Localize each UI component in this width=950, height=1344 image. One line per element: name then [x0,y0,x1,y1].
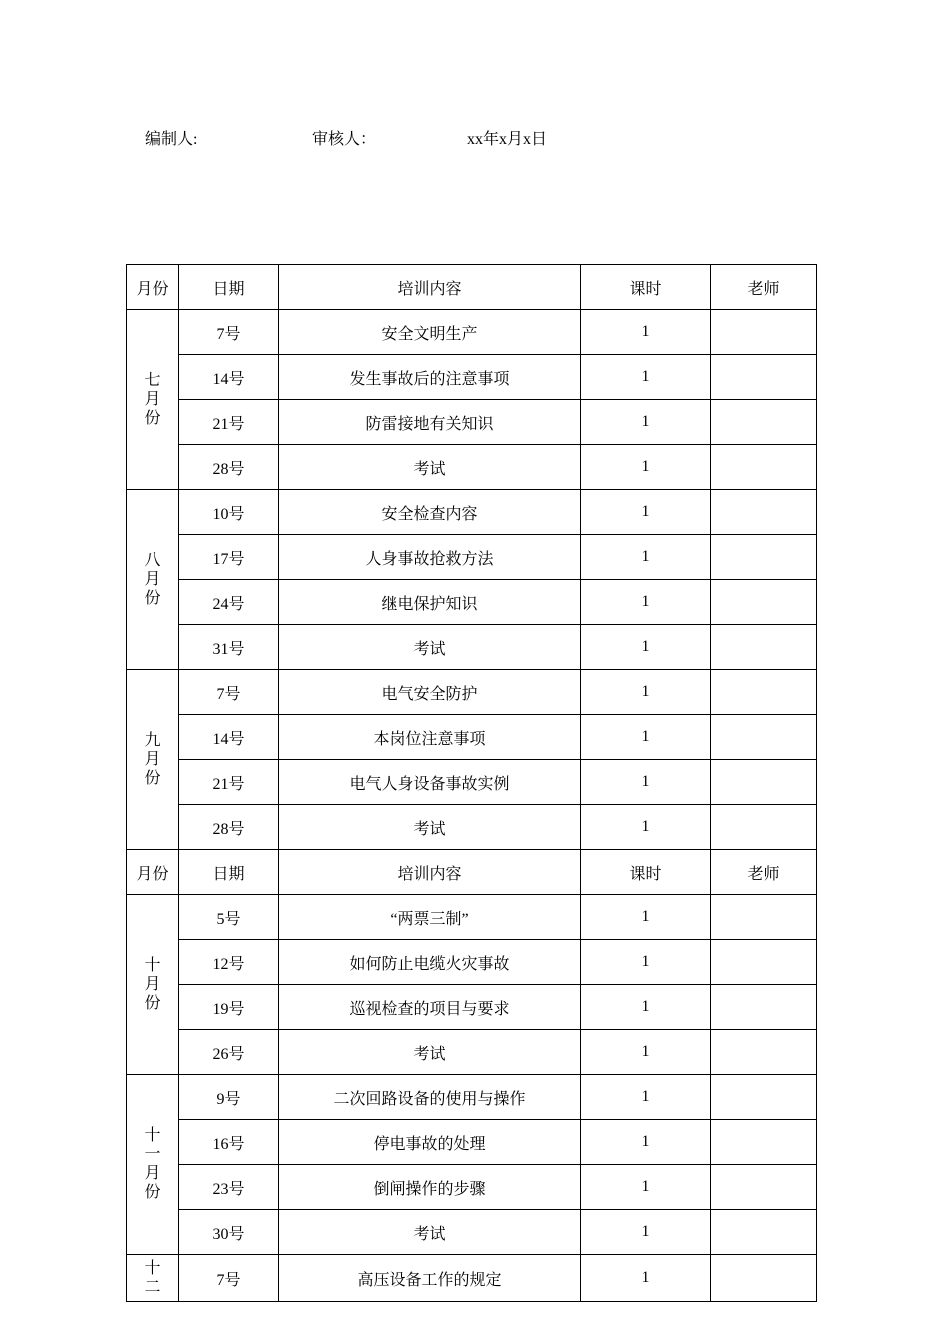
content-cell: 继电保护知识 [279,580,581,625]
teacher-cell [711,1075,817,1120]
header-month: 月份 [127,265,179,310]
date-cell: 14号 [179,355,279,400]
month-cell [127,490,179,670]
header-content: 培训内容 [279,850,581,895]
month-name: 十月份 [144,956,161,1012]
hours-cell: 1 [581,1120,711,1165]
teacher-cell [711,625,817,670]
hours-cell: 1 [581,715,711,760]
teacher-cell [711,445,817,490]
date-text: xx年x月x日 [467,131,548,148]
table-row [127,1120,817,1165]
hours-cell: 1 [581,490,711,535]
date-cell: 5号 [179,895,279,940]
date-cell: 28号 [179,445,279,490]
content-cell: 安全文明生产 [279,310,581,355]
content-cell: 二次回路设备的使用与操作 [279,1075,581,1120]
header-date: 日期 [179,265,279,310]
table-row [127,985,817,1030]
month-cell [127,1255,179,1302]
hours-cell: 1 [581,400,711,445]
hours-cell: 1 [581,310,711,355]
table-row [127,805,817,850]
table-row [127,535,817,580]
hours-cell: 1 [581,760,711,805]
hours-cell: 1 [581,985,711,1030]
date-cell: 21号 [179,400,279,445]
date-cell: 26号 [179,1030,279,1075]
hours-cell: 1 [581,445,711,490]
teacher-cell [711,490,817,535]
content-cell: 发生事故后的注意事项 [279,355,581,400]
date-cell: 31号 [179,625,279,670]
table-row [127,625,817,670]
hours-cell: 1 [581,940,711,985]
teacher-cell [711,715,817,760]
table-row [127,355,817,400]
hours-cell: 1 [581,1210,711,1255]
header-month: 月份 [127,850,179,895]
content-cell: 人身事故抢救方法 [279,535,581,580]
hours-cell: 1 [581,355,711,400]
teacher-cell [711,400,817,445]
content-cell: 电气安全防护 [279,670,581,715]
teacher-cell [711,895,817,940]
month-cell [127,1075,179,1255]
hours-cell: 1 [581,1030,711,1075]
header-row [127,850,817,895]
teacher-cell [711,1210,817,1255]
table-row [127,940,817,985]
hours-cell: 1 [581,1075,711,1120]
schedule-body [127,265,817,1302]
header-row [127,265,817,310]
date-cell: 17号 [179,535,279,580]
month-name: 十二 [144,1260,161,1296]
hours-cell: 1 [581,580,711,625]
content-cell: 防雷接地有关知识 [279,400,581,445]
date-cell: 10号 [179,490,279,535]
month-name: 九月份 [144,731,161,787]
teacher-cell [711,760,817,805]
content-cell: 高压设备工作的规定 [279,1255,581,1302]
table-row [127,310,817,355]
content-cell: 考试 [279,445,581,490]
hours-cell: 1 [581,670,711,715]
date-cell: 9号 [179,1075,279,1120]
hours-cell: 1 [581,535,711,580]
date-cell: 30号 [179,1210,279,1255]
hours-cell: 1 [581,1255,711,1302]
reviewer-label: 审核人： [312,131,377,148]
table-row [127,1030,817,1075]
content-cell: 考试 [279,1210,581,1255]
content-cell: 倒闸操作的步骤 [279,1165,581,1210]
header-teacher: 老师 [711,850,817,895]
teacher-cell [711,580,817,625]
teacher-cell [711,805,817,850]
content-cell: 考试 [279,1030,581,1075]
training-schedule-table [126,264,817,1302]
table-row [127,1165,817,1210]
date-cell: 21号 [179,760,279,805]
date-cell: 19号 [179,985,279,1030]
hours-cell: 1 [581,805,711,850]
date-cell: 28号 [179,805,279,850]
signature-line [0,126,950,148]
table-row [127,445,817,490]
editor-label: 编制人: [145,131,198,148]
teacher-cell [711,535,817,580]
table-row [127,760,817,805]
teacher-cell [711,985,817,1030]
content-cell: 如何防止电缆火灾事故 [279,940,581,985]
hours-cell: 1 [581,895,711,940]
month-name: 十一月份 [144,1127,161,1201]
teacher-cell [711,1030,817,1075]
table-row [127,1210,817,1255]
content-cell: 安全检查内容 [279,490,581,535]
header-hours: 课时 [581,265,711,310]
date-cell: 23号 [179,1165,279,1210]
table-row [127,490,817,535]
table-row [127,580,817,625]
content-cell: 停电事故的处理 [279,1120,581,1165]
header-date: 日期 [179,850,279,895]
teacher-cell [711,1120,817,1165]
date-cell: 16号 [179,1120,279,1165]
table-row [127,715,817,760]
hours-cell: 1 [581,1165,711,1210]
date-cell: 12号 [179,940,279,985]
date-cell: 14号 [179,715,279,760]
table-row [127,1075,817,1120]
month-name: 七月份 [144,371,161,427]
teacher-cell [711,940,817,985]
content-cell: 巡视检查的项目与要求 [279,985,581,1030]
content-cell: 电气人身设备事故实例 [279,760,581,805]
month-name: 八月份 [144,551,161,607]
table-row [127,1255,817,1302]
teacher-cell [711,355,817,400]
teacher-cell [711,670,817,715]
teacher-cell [711,310,817,355]
content-cell: 本岗位注意事项 [279,715,581,760]
teacher-cell [711,1165,817,1210]
content-cell: 考试 [279,805,581,850]
month-cell [127,310,179,490]
date-cell: 7号 [179,310,279,355]
month-cell [127,895,179,1075]
teacher-cell [711,1255,817,1302]
content-cell: 考试 [279,625,581,670]
header-hours: 课时 [581,850,711,895]
date-cell: 7号 [179,1255,279,1302]
month-cell [127,670,179,850]
content-cell: “两票三制” [279,895,581,940]
date-cell: 24号 [179,580,279,625]
header-content: 培训内容 [279,265,581,310]
date-cell: 7号 [179,670,279,715]
table-row [127,400,817,445]
hours-cell: 1 [581,625,711,670]
table-row [127,670,817,715]
table-row [127,895,817,940]
header-teacher: 老师 [711,265,817,310]
